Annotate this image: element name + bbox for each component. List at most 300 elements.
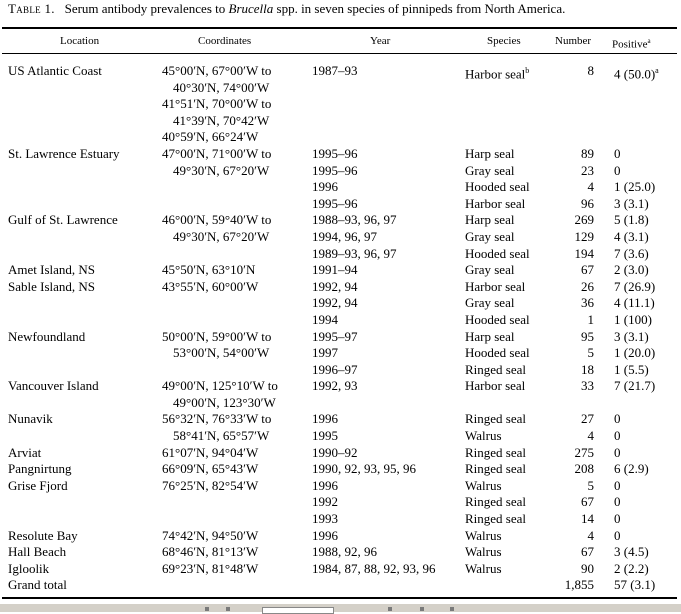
number-cell [581,494,594,511]
positive-cell-text: 1 (100) [614,311,652,327]
year-cell [312,63,358,80]
number-cell-text: 27 [581,411,594,427]
species-cell-text: Gray seal [465,228,515,244]
year-cell [312,163,358,180]
number-cell [581,411,594,428]
number-cell-text: 36 [581,295,594,311]
positive-cell-text: 0 [614,411,621,427]
header-species: Species [487,35,521,47]
table-row [0,378,681,395]
positive-cell [614,445,621,462]
number-cell [581,196,594,213]
year-cell [312,279,358,296]
positive-cell [614,295,655,312]
species-cell [465,196,525,213]
table-row [0,395,681,412]
number-cell [581,544,594,561]
table-row [0,345,681,362]
species-cell-text: Harbor seal [465,66,526,82]
species-cell [465,295,514,312]
location-cell-text: Grand total [8,577,67,593]
location-cell [8,445,41,462]
number-cell [581,295,594,312]
positive-cell [614,312,652,329]
species-cell-text: Gray seal [465,162,515,178]
location-cell-text: Resolute Bay [8,527,78,543]
number-cell [575,212,595,229]
table-caption [8,1,676,17]
header-positive-footnote: a [647,37,651,45]
year-cell [312,378,358,395]
coordinates-cell-text: 40°30′N, 74°00′W [173,79,270,95]
number-cell [581,279,594,296]
coordinates-cell-text: 46°00′N, 59°40′W to [162,212,272,228]
species-cell-text: Ringed seal [465,461,527,477]
table-row [0,262,681,279]
coordinates-cell-text: 41°51′N, 70°00′W to [162,96,272,112]
positive-cell [614,478,621,495]
number-cell [575,461,595,478]
species-cell [465,428,502,445]
table-row [0,63,681,80]
location-cell-text: Vancouver Island [8,378,99,394]
positive-cell [614,544,649,561]
year-cell-text: 1992, 94 [312,278,358,294]
number-cell [588,345,595,362]
positive-cell-text: 7 (21.7) [614,378,656,394]
table-row [0,129,681,146]
toolbar-icon[interactable] [205,607,209,611]
year-cell [312,511,338,528]
location-cell [8,378,99,395]
positive-cell-text: 1 (25.0) [614,179,656,195]
number-cell-text: 275 [574,444,594,460]
number-cell-text: 5 [587,345,594,361]
year-cell-text: 1997 [312,345,338,361]
positive-cell-text: 4 (50.0) [614,66,656,82]
species-cell [465,345,530,362]
positive-cell [614,229,649,246]
number-cell-text: 4 [587,527,594,543]
location-cell-text: Hall Beach [8,544,67,560]
species-cell [465,329,514,346]
header-year: Year [370,35,391,47]
table-label: Table 1. [8,1,55,16]
coordinates-cell-text: 41°39′N, 70°42′W [173,112,270,128]
number-cell-text: 18 [581,361,594,377]
coordinates-cell-text: 43°55′N, 60°00′W [162,278,259,294]
coordinates-cell [162,544,258,561]
number-cell [581,561,594,578]
table-row [0,544,681,561]
table-row [0,295,681,312]
species-cell-text: Harp seal [465,212,515,228]
year-cell-text: 1996 [312,527,338,543]
year-cell [312,428,338,445]
species-cell-text: Ringed seal [465,511,527,527]
year-cell [312,312,338,329]
species-cell-text: Ringed seal [465,411,527,427]
species-cell-text: Ringed seal [465,444,527,460]
location-cell [8,329,85,346]
positive-cell [614,378,655,395]
positive-cell [614,246,649,263]
coordinates-cell-text: 49°30′N, 67°20′W [173,162,270,178]
header-coordinates: Coordinates [198,35,252,47]
caption-text-end: spp. in seven species of pinnipeds from North America. [273,1,566,16]
year-cell-text: 1996 [312,411,338,427]
year-cell-text: 1993 [312,511,338,527]
header-positive-label: Positive [612,38,648,51]
coordinates-cell-text: 45°50′N, 63°10′N [162,262,256,278]
species-cell-text: Harbor seal [465,278,526,294]
location-cell [8,544,66,561]
year-cell-text: 1989–93, 96, 97 [312,245,397,261]
coordinates-cell [162,478,258,495]
location-cell-text: Pangnirtung [8,461,72,477]
number-cell-text: 129 [574,228,594,244]
coordinates-cell [173,80,269,97]
location-cell-text: Nunavik [8,411,53,427]
positive-cell-text: 3 (3.1) [614,328,649,344]
positive-cell [614,329,649,346]
location-cell-text: Igloolik [8,560,50,576]
location-cell-text: Amet Island, NS [8,262,96,278]
year-cell [312,196,358,213]
positive-cell [614,461,649,478]
coordinates-cell [162,378,278,395]
positive-cell-text: 3 (4.5) [614,544,649,560]
species-cell-text: Ringed seal [465,361,527,377]
year-cell-text: 1994, 96, 97 [312,228,377,244]
species-cell [465,528,502,545]
species-cell [465,179,530,196]
positive-cell [614,494,621,511]
coordinates-cell-text: 56°32′N, 76°33′W to [162,411,272,427]
year-cell-text: 1996 [312,179,338,195]
number-cell-text: 33 [581,378,594,394]
species-cell-text: Harbor seal [465,195,526,211]
positive-cell [614,212,649,229]
species-cell [465,362,526,379]
species-cell [465,445,526,462]
year-cell [312,246,397,263]
positive-cell-text: 0 [614,428,621,444]
year-cell [312,329,358,346]
coordinates-cell [162,262,255,279]
species-cell [465,212,514,229]
year-cell-text: 1990–92 [312,444,358,460]
species-cell [465,494,526,511]
number-cell-text: 1,855 [564,577,594,593]
positive-cell [614,279,655,296]
year-cell [312,544,377,561]
positive-cell-text: 7 (26.9) [614,278,656,294]
location-cell-text: St. Lawrence Estuary [8,145,120,161]
table-row [0,146,681,163]
header-location: Location [60,35,100,47]
number-cell [581,146,594,163]
coordinates-cell [162,528,258,545]
location-cell-text: Grise Fjord [8,477,68,493]
coordinates-cell [173,428,269,445]
species-cell [465,279,525,296]
number-cell [588,179,595,196]
positive-cell-text: 4 (3.1) [614,228,649,244]
number-cell-text: 23 [581,162,594,178]
number-cell-text: 1 [587,311,594,327]
number-cell [581,329,594,346]
year-cell-text: 1995 [312,428,338,444]
number-cell [581,262,594,279]
year-cell [312,478,338,495]
table-row [0,428,681,445]
location-cell [8,478,68,495]
window-status-bar [0,604,681,612]
coordinates-cell [162,561,258,578]
number-cell [581,378,594,395]
number-cell-text: 67 [581,494,594,510]
number-cell [575,229,595,246]
table-row [0,229,681,246]
number-cell [588,478,595,495]
year-cell-text: 1990, 92, 93, 95, 96 [312,461,416,477]
number-cell-text: 5 [587,477,594,493]
number-cell-text: 8 [587,63,594,78]
top-rule [2,27,677,29]
species-cell-text: Harp seal [465,145,515,161]
caption-text-start: Serum antibody prevalences to [64,1,229,16]
coordinates-cell-text: 49°00′N, 125°10′W to [162,378,278,394]
table-row [0,561,681,578]
positive-cell-text: 57 (3.1) [614,577,656,593]
location-cell [8,528,78,545]
number-cell-text: 14 [581,511,594,527]
coordinates-cell [173,345,269,362]
coordinates-cell-text: 53°00′N, 54°00′W [173,345,270,361]
species-cell [465,511,526,528]
bottom-rule [2,597,677,599]
coordinates-cell [162,63,271,80]
table-row [0,312,681,329]
header-positive [612,35,651,52]
species-cell-text: Hooded seal [465,311,530,327]
coordinates-cell [173,395,276,412]
species-cell [465,411,526,428]
positive-cell-text: 6 (2.9) [614,461,649,477]
location-cell [8,63,102,80]
year-cell-text: 1995–97 [312,328,358,344]
number-cell-text: 26 [581,278,594,294]
species-cell-text: Walrus [465,560,502,576]
location-cell-text: Arviat [8,444,42,460]
positive-cell-text: 2 (3.0) [614,262,649,278]
positive-cell-text: 0 [614,494,621,510]
coordinates-cell [173,163,269,180]
species-cell-text: Harbor seal [465,378,526,394]
species-cell [465,229,514,246]
year-cell [312,362,358,379]
location-cell-text: Newfoundland [8,328,86,344]
year-cell [312,146,358,163]
number-cell [588,428,595,445]
positive-cell-text: 0 [614,444,621,460]
number-cell-text: 67 [581,544,594,560]
year-cell [312,528,338,545]
year-cell [312,229,377,246]
positive-cell-text: 0 [614,145,621,161]
year-cell [312,262,358,279]
table-body [0,63,681,594]
table-row [0,96,681,113]
coordinates-cell [162,279,258,296]
number-cell [575,246,595,263]
coordinates-cell-text: 76°25′N, 82°54′W [162,477,259,493]
coordinates-cell-text: 58°41′N, 65°57′W [173,428,270,444]
number-cell [588,528,595,545]
year-cell-text: 1992, 94 [312,295,358,311]
table-row [0,528,681,545]
coordinates-cell [162,461,258,478]
positive-cell [614,411,621,428]
species-cell [465,163,514,180]
year-cell-text: 1995–96 [312,145,358,161]
coordinates-cell [162,146,271,163]
coordinates-cell [173,113,269,130]
coordinates-cell-text: 50°00′N, 59°00′W to [162,328,272,344]
positive-cell-text: 0 [614,162,621,178]
positive-cell-text: 0 [614,511,621,527]
caption-genus: Brucella [228,1,274,16]
table-row [0,80,681,97]
table-row [0,196,681,213]
toolbar-icon[interactable] [450,607,454,611]
positive-cell-text: 7 (3.6) [614,245,649,261]
year-cell [312,494,338,511]
number-cell-text: 89 [581,145,594,161]
positive-cell [614,179,655,196]
species-cell [465,544,502,561]
table-row [0,279,681,296]
location-cell [8,561,49,578]
location-cell-text: Gulf of St. Lawrence [8,212,118,228]
coordinates-cell-text: 47°00′N, 71°00′W to [162,145,272,161]
location-cell-text: Sable Island, NS [8,278,96,294]
number-cell-text: 269 [574,212,594,228]
number-cell-text: 96 [581,195,594,211]
number-cell-text: 4 [587,428,594,444]
year-cell-text: 1996–97 [312,361,358,377]
positive-cell-text: 0 [614,477,621,493]
coordinates-cell-text: 49°00′N, 123°30′W [173,394,276,410]
year-cell-text: 1992, 93 [312,378,358,394]
positive-cell [614,577,655,594]
species-cell [465,312,530,329]
location-cell-text: US Atlantic Coast [8,63,102,78]
year-cell [312,295,358,312]
year-cell-text: 1987–93 [312,63,358,78]
coordinates-cell [162,212,271,229]
positive-footnote: a [655,66,659,75]
table-row [0,179,681,196]
species-cell [465,461,526,478]
year-cell-text: 1994 [312,311,338,327]
species-cell-text: Gray seal [465,295,515,311]
coordinates-cell-text: 49°30′N, 67°20′W [173,228,270,244]
location-cell [8,279,95,296]
positive-cell [614,528,621,545]
positive-cell-text: 3 (3.1) [614,195,649,211]
positive-cell-text: 4 (11.1) [614,295,655,311]
year-cell [312,445,358,462]
table-row [0,163,681,180]
species-cell [465,262,514,279]
positive-cell [614,511,621,528]
toolbar-icon[interactable] [226,607,230,611]
table-row [0,478,681,495]
toolbar-icon[interactable] [388,607,392,611]
coordinates-cell-text: 74°42′N, 94°50′W [162,527,259,543]
year-cell-text: 1988–93, 96, 97 [312,212,397,228]
toolbar-icon[interactable] [420,607,424,611]
table-row [0,411,681,428]
year-cell-text: 1995–96 [312,162,358,178]
species-cell-text: Gray seal [465,262,515,278]
coordinates-cell [162,129,258,146]
positive-cell [614,362,649,379]
positive-cell-text: 2 (2.2) [614,560,649,576]
location-cell [8,262,95,279]
positive-cell-text: 1 (20.0) [614,345,656,361]
page-field[interactable] [262,607,334,614]
number-cell [565,577,594,594]
number-cell [581,163,594,180]
location-cell [8,212,118,229]
location-cell [8,461,72,478]
species-cell-text: Walrus [465,544,502,560]
number-cell-text: 4 [587,179,594,195]
species-cell [465,146,514,163]
table-row [0,461,681,478]
table-row [0,212,681,229]
coordinates-cell [162,96,271,113]
species-cell [465,561,502,578]
positive-cell [614,262,649,279]
year-cell-text: 1992 [312,494,338,510]
positive-cell [614,146,621,163]
coordinates-cell [162,411,271,428]
number-cell [575,445,595,462]
positive-cell [614,345,655,362]
species-cell-text: Hooded seal [465,179,530,195]
year-cell [312,179,338,196]
species-cell-text: Hooded seal [465,345,530,361]
number-cell [588,63,595,80]
table-row [0,494,681,511]
table-row [0,577,681,594]
coordinates-cell-text: 45°00′N, 67°00′W to [162,63,272,78]
year-cell [312,345,338,362]
coordinates-cell [162,329,271,346]
positive-cell [614,428,621,445]
header-rule [2,53,677,54]
year-cell [312,461,416,478]
number-cell-text: 90 [581,560,594,576]
positive-cell-text: 0 [614,527,621,543]
year-cell [312,212,397,229]
header-number: Number [555,35,592,47]
species-cell-text: Walrus [465,477,502,493]
